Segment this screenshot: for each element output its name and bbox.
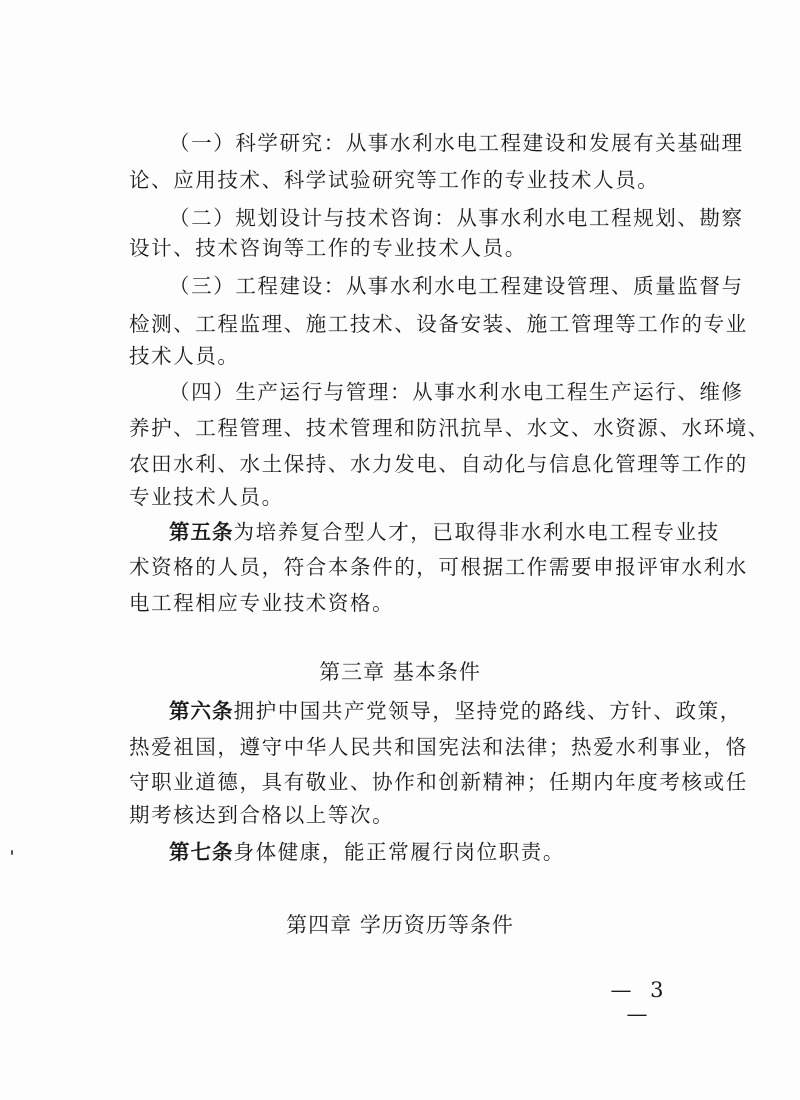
item-4-text: 从事水利水电工程生产运行、维修: [412, 380, 744, 404]
article-5-line-1: [169, 518, 720, 546]
item-1-text: 从事水利水电工程建设和发展有关基础理: [345, 131, 744, 155]
article-6-line-4: 期考核达到合格以上等次。: [129, 803, 395, 827]
item-4-label: （四）: [169, 380, 236, 404]
item-2-line-1: [169, 204, 744, 232]
item-3-line-2: 检测、工程监理、施工技术、设备安装、施工管理等工作的专业: [129, 312, 748, 336]
item-3-title: 工程建设：: [235, 274, 346, 298]
article-5-text: 为培养复合型人才，已取得非水利水电工程专业技: [233, 520, 720, 544]
chapter-3-heading: 第三章 基本条件: [319, 660, 481, 684]
article-6-line-2: 热爱祖国，遵守中华人民共和国宪法和法律；热爱水利事业，恪: [129, 735, 748, 759]
item-1-line-1: [169, 129, 744, 157]
article-6-text: 拥护中国共产党领导，坚持党的路线、方针、政策，: [233, 699, 742, 723]
item-1-line-2: 论、应用技术、科学试验研究等工作的专业技术人员。: [129, 168, 660, 192]
article-7-text: 身体健康，能正常履行岗位职责。: [233, 840, 565, 864]
article-5-lead: 第五条: [169, 520, 234, 544]
item-1-title: 科学研究：: [235, 131, 346, 155]
item-2-line-2: 设计、技术咨询等工作的专业技术人员。: [129, 236, 527, 260]
article-5-line-3: 电工程相应专业技术资格。: [129, 591, 395, 615]
item-4-line-2: 养护、工程管理、技术管理和防汛抗旱、水文、水资源、水环境、: [129, 416, 770, 440]
article-6-line-1: [169, 697, 742, 725]
item-1-label: （一）: [169, 131, 236, 155]
item-3-text: 从事水利水电工程建设管理、质量监督与: [345, 274, 744, 298]
item-4-line-3: 农田水利、水土保持、水力发电、自动化与信息化管理等工作的: [129, 452, 748, 476]
scan-speck: [11, 850, 13, 855]
item-4-line-4: 专业技术人员。: [129, 485, 284, 509]
article-6-lead: 第六条: [169, 699, 234, 723]
article-6-line-3: 守职业道德，具有敬业、协作和创新精神；任期内年度考核或任: [129, 770, 748, 794]
item-4-line-1: [169, 378, 744, 406]
article-7-line-1: [169, 838, 674, 866]
article-5-line-2: 术资格的人员，符合本条件的，可根据工作需要申报评审水利水: [129, 555, 748, 579]
item-2-title: 规划设计与技术咨询：: [235, 206, 457, 230]
page-number: — 3 —: [610, 978, 670, 1026]
item-3-label: （三）: [169, 274, 236, 298]
item-3-line-1: [169, 272, 744, 300]
item-3-line-3: 技术人员。: [129, 344, 240, 368]
item-2-label: （二）: [169, 206, 236, 230]
article-7-lead: 第七条: [169, 840, 234, 864]
item-4-title: 生产运行与管理：: [235, 380, 413, 404]
item-2-text: 从事水利水电工程规划、勘察: [456, 206, 744, 230]
chapter-4-heading: 第四章 学历资历等条件: [286, 913, 514, 937]
